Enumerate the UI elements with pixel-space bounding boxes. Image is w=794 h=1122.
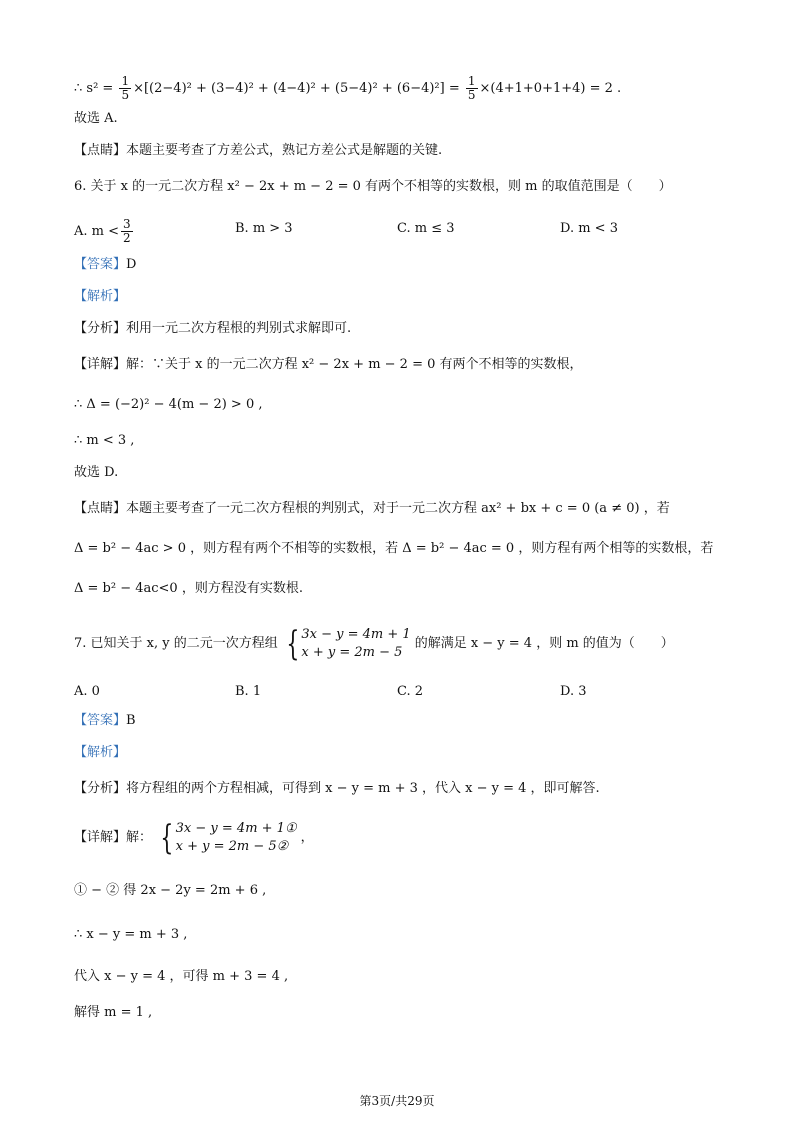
question-6: 6. 关于 x 的一元二次方程 x² − 2x + m − 2 = 0 有两个不相等的实数根，则 m 的取值范围是（ ）: [74, 179, 672, 194]
q6-answer: [74, 256, 136, 274]
q7-step-4: 解得 m = 1 ,: [74, 1005, 153, 1020]
q7-option-a: A. 0: [74, 684, 100, 699]
fraction-numerator: 3: [123, 217, 131, 231]
variance-formula-line: [74, 75, 621, 102]
q6-step-3: 故选 D.: [74, 465, 119, 480]
fraction-denominator: 2: [123, 231, 131, 245]
q7-option-c: C. 2: [397, 684, 424, 699]
q7-equation-2: x + y = 2m − 5: [301, 644, 403, 660]
brace-icon: {: [160, 817, 174, 858]
q6-analysis: 【分析】利用一元二次方程根的判别式求解即可.: [74, 321, 352, 336]
q7-step-1: ① − ② 得 2x − 2y = 2m + 6 ,: [74, 883, 267, 898]
q7-step-2: ∴ x − y = m + 3 ,: [74, 927, 188, 942]
answer-value: D: [126, 257, 137, 272]
q6-step-1: ∴ Δ = (−2)² − 4(m − 2) > 0 ,: [74, 397, 263, 412]
q7-detail-system: [156, 817, 297, 858]
formula-prefix: ∴ s² =: [74, 81, 118, 96]
formula-middle: ×[(2−4)² + (3−4)² + (4−4)² + (5−4)² + (6−4)²] =: [133, 81, 464, 96]
q7-detail-equation-1: 3x − y = 4m + 1①: [175, 820, 297, 836]
answer-value: B: [126, 713, 136, 728]
q6-option-b: B. m > 3: [235, 221, 293, 236]
q6-key-point-1: 【点睛】本题主要考查了一元二次方程根的判别式，对于一元二次方程 ax² + bx + c = 0 (a ≠ 0) ，若: [74, 501, 670, 516]
fraction-one-fifth: [119, 75, 131, 102]
fraction-denominator: 5: [467, 88, 476, 102]
fraction-denominator: 5: [121, 88, 130, 102]
q6-option-d: D. m < 3: [560, 221, 618, 236]
fraction-numerator: 1: [121, 74, 130, 88]
q6-analysis-label: 【解析】: [74, 289, 127, 304]
q7-equation-1: 3x − y = 4m + 1: [301, 626, 411, 642]
fraction-numerator: 1: [467, 74, 476, 88]
fraction-one-fifth-2: [466, 75, 478, 102]
q6-key-point-2: Δ = b² − 4ac > 0 ，则方程有两个不相等的实数根，若 Δ = b² − 4ac = 0 ，则方程有两个相等的实数根，若: [74, 541, 714, 556]
q7-answer: [74, 712, 136, 730]
q6-detailed-solution: 【详解】解：∵关于 x 的一元二次方程 x² − 2x + m − 2 = 0 有两个不相等的实数根，: [74, 357, 583, 372]
question-7: [74, 624, 674, 664]
brace-icon: {: [286, 623, 300, 664]
formula-end: ×(4+1+0+1+4) = 2 .: [479, 81, 622, 96]
q6-option-a: [74, 218, 135, 245]
q7-detail-equation-2: x + y = 2m − 5②: [175, 838, 289, 854]
q7-suffix: 的解满足 x − y = 4 ，则 m 的值为（ ）: [414, 636, 674, 651]
q7-analysis: 【分析】将方程组的两个方程相减，可得到 x − y = m + 3 ，代入 x − y = 4 ，即可解答.: [74, 781, 600, 796]
q6-key-point-3: Δ = b² − 4ac<0 ，则方程没有实数根.: [74, 581, 303, 596]
q7-prefix: 7. 已知关于 x, y 的二元一次方程组: [74, 636, 278, 651]
q7-option-b: B. 1: [235, 684, 262, 699]
page-footer: 第3页/共29页: [359, 1094, 435, 1108]
answer-label: 【答案】: [74, 713, 127, 728]
choose-a-line: 故选 A.: [74, 111, 118, 126]
q7-detail-prefix: 【详解】解：: [74, 830, 153, 845]
q7-equation-system: [282, 623, 411, 664]
option-a-text: A. m <: [74, 224, 120, 239]
q7-detail-suffix: ，: [300, 830, 314, 845]
q7-analysis-label: 【解析】: [74, 745, 127, 760]
answer-label: 【答案】: [74, 257, 127, 272]
q7-option-d: D. 3: [560, 684, 587, 699]
q7-step-3: 代入 x − y = 4 ，可得 m + 3 = 4 ,: [74, 969, 289, 984]
q6-option-c: C. m ≤ 3: [397, 221, 455, 236]
key-point-variance: 【点睛】本题主要考查了方差公式，熟记方差公式是解题的关键.: [74, 143, 443, 158]
q6-step-2: ∴ m < 3 ,: [74, 433, 135, 448]
fraction-three-halves: [121, 218, 133, 245]
q7-detailed-solution: [74, 818, 314, 858]
